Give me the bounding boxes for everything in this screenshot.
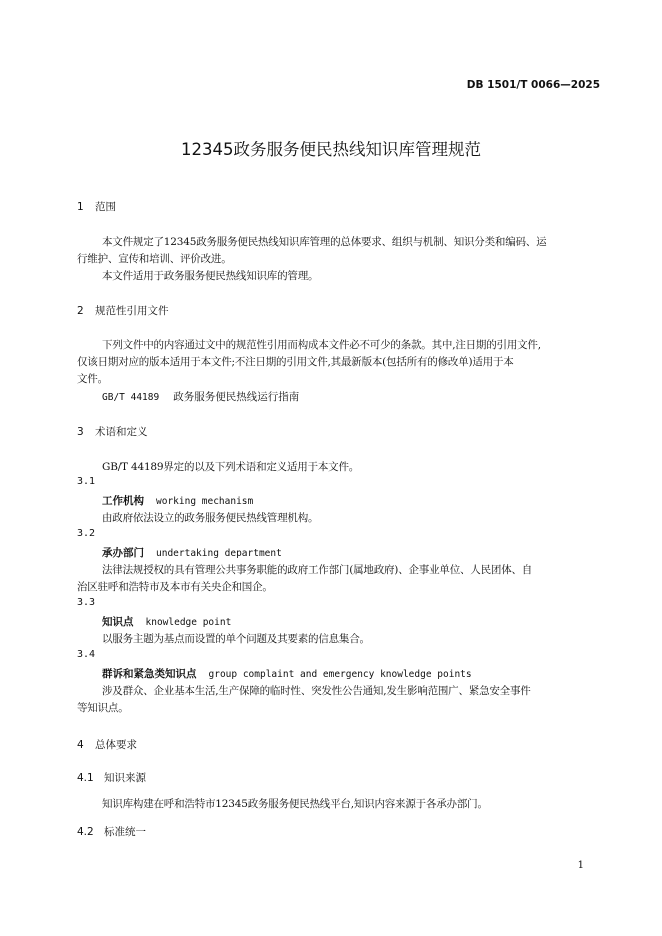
reference-title: 政务服务便民热线运行指南: [173, 391, 300, 403]
subsection-number: 4.2: [77, 826, 94, 838]
section-title: 术语和定义: [95, 426, 148, 438]
paragraph-line: GB/T 44189界定的以及下列术语和定义适用于本文件。: [102, 461, 360, 473]
subsection-title: 标准统一: [104, 826, 146, 838]
section-1-heading: [77, 199, 116, 214]
term-definition: 治区驻呼和浩特市及本市有关央企和国企。: [77, 581, 273, 593]
term-zh: 工作机构: [102, 495, 144, 507]
paragraph-line: 下列文件中的内容通过文中的规范性引用而构成本文件必不可少的条款。其中,注日期的引用文件,: [102, 339, 541, 351]
section-title: 规范性引用文件: [95, 305, 169, 317]
term-definition: 等知识点。: [77, 702, 129, 714]
paragraph-line: 知识库构建在呼和浩特市12345政务服务便民热线平台,知识内容来源于各承办部门。: [102, 798, 488, 810]
term-en: knowledge point: [145, 617, 232, 628]
standard-number: DB 1501/T 0066—2025: [466, 79, 600, 91]
term-en: working mechanism: [156, 496, 254, 507]
term-heading: [102, 545, 282, 560]
section-number: 1: [77, 201, 84, 213]
term-definition: 涉及群众、企业基本生活,生产保障的临时性、突发性公告通知,发生影响范围广、紧急安全事件: [102, 685, 531, 697]
section-title: 总体要求: [95, 739, 137, 751]
paragraph-line: 文件。: [77, 373, 108, 385]
section-2-heading: [77, 303, 169, 318]
term-heading: [102, 614, 231, 629]
section-number: 4: [77, 739, 84, 751]
subsection-4-1-heading: [77, 770, 146, 785]
paragraph-line: 本文件适用于政务服务便民热线知识库的管理。: [102, 270, 319, 282]
term-zh: 承办部门: [102, 547, 144, 559]
section-title: 范围: [95, 201, 116, 213]
section-number: 2: [77, 305, 84, 317]
term-en: group complaint and emergency knowledge points: [208, 669, 472, 680]
term-heading: [102, 666, 472, 681]
term-en: undertaking department: [156, 548, 282, 559]
term-number: 3.2: [77, 528, 96, 539]
term-number: 3.3: [77, 597, 96, 608]
normative-reference: [102, 389, 299, 404]
paragraph-line: 本文件规定了12345政务服务便民热线知识库管理的总体要求、组织与机制、知识分类和编码、运: [102, 236, 547, 248]
term-number: 3.1: [77, 476, 96, 487]
term-definition: 由政府依法设立的政务服务便民热线管理机构。: [102, 512, 319, 524]
term-definition: 以服务主题为基点而设置的单个问题及其要素的信息集合。: [102, 633, 370, 645]
page-number: 1: [577, 860, 584, 871]
term-heading: [102, 493, 253, 508]
document-title: 12345政务服务便民热线知识库管理规范: [181, 140, 481, 159]
subsection-number: 4.1: [77, 772, 94, 784]
term-zh: 群诉和紧急类知识点: [102, 668, 197, 680]
reference-code: GB/T 44189: [102, 392, 160, 403]
paragraph-line: 行维护、宣传和培训、评价改进。: [77, 253, 232, 265]
subsection-4-2-heading: [77, 824, 146, 839]
term-definition: 法律法规授权的具有管理公共事务职能的政府工作部门(属地政府)、企事业单位、人民团体、自: [102, 564, 533, 576]
paragraph-line: 仅该日期对应的版本适用于本文件;不注日期的引用文件,其最新版本(包括所有的修改单)适用于本: [77, 356, 514, 368]
section-4-heading: [77, 737, 137, 752]
term-number: 3.4: [77, 649, 96, 660]
subsection-title: 知识来源: [104, 772, 146, 784]
section-number: 3: [77, 426, 84, 438]
term-zh: 知识点: [102, 616, 134, 628]
section-3-heading: [77, 424, 148, 439]
